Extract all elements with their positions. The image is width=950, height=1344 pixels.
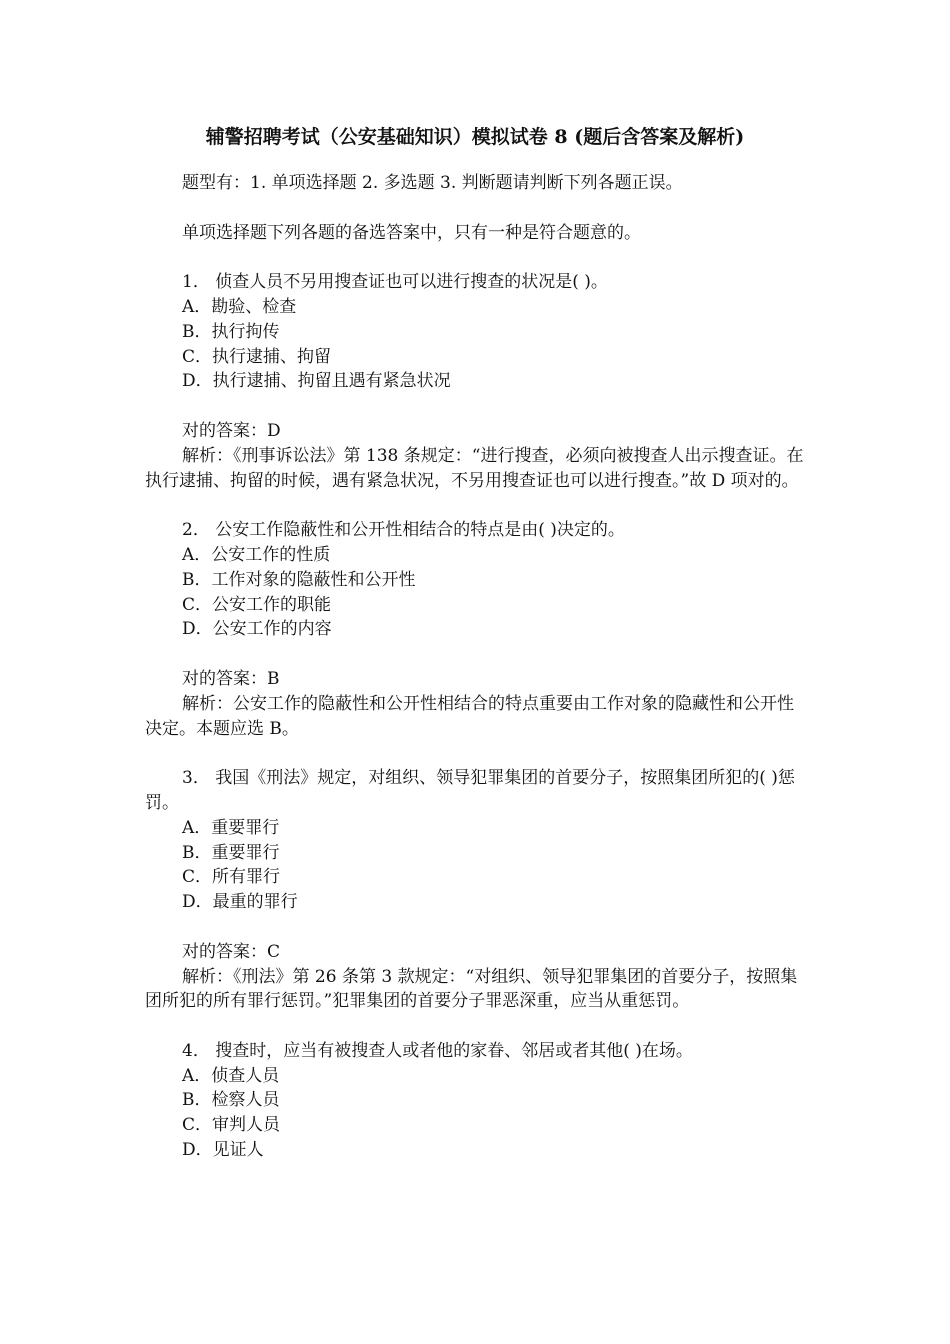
question-3-analysis: 解析：《刑法》第 26 条第 3 款规定：“对组织、领导犯罪集团的首要分子，按照集团所犯的所有罪行惩罚。”犯罪集团的首要分子罪恶深重，应当从重惩罚。	[145, 966, 798, 1012]
question-2-answer: 对的答案：B	[182, 668, 280, 689]
question-2-stem: 2． 公安工作隐蔽性和公开性相结合的特点是由( )决定的。	[182, 520, 625, 541]
document-title: 辅警招聘考试（公安基础知识）模拟试卷 8 (题后含答案及解析)	[205, 126, 745, 148]
question-3-stem: 3． 我国《刑法》规定，对组织、领导犯罪集团的首要分子，按照集团所犯的( )惩罚。	[145, 768, 795, 813]
question-4-option-b: B．检察人员	[182, 1090, 280, 1111]
question-4-option-a: A．侦查人员	[182, 1065, 280, 1086]
document-body	[145, 171, 810, 1163]
question-2-option-a: A．公安工作的性质	[182, 544, 331, 565]
question-3-option-b: B．重要罪行	[182, 842, 280, 863]
question-4-option-c: C．审判人员	[182, 1115, 281, 1136]
question-2-option-c: C．公安工作的职能	[182, 594, 332, 615]
question-3-option-a: A．重要罪行	[182, 817, 280, 838]
question-1-analysis: 解析：《刑事诉讼法》第 138 条规定：“进行搜查，必须向被搜查人出示搜查证。在执行逮捕、拘留的时候，遇有紧急状况，不另用搜查证也可以进行搜查。”故 D 项对的。	[145, 445, 804, 491]
question-1-option-d: D．执行逮捕、拘留且遇有紧急状况	[182, 371, 451, 392]
section-heading: 单项选择题下列各题的备选答案中，只有一种是符合题意的。	[182, 222, 641, 243]
question-2-analysis: 解析：公安工作的隐蔽性和公开性相结合的特点重要由工作对象的隐藏性和公开性决定。本题应选 B。	[145, 693, 794, 739]
question-1-option-a: A．勘验、检查	[182, 296, 297, 317]
question-1-option-c: C．执行逮捕、拘留	[182, 346, 332, 367]
question-3-option-d: D．最重的罪行	[182, 892, 298, 913]
question-2-option-d: D．公安工作的内容	[182, 619, 332, 640]
question-3-option-c: C．所有罪行	[182, 867, 281, 888]
question-1-stem: 1． 侦查人员不另用搜查证也可以进行搜查的状况是( )。	[182, 272, 608, 293]
question-types-intro: 题型有：1. 单项选择题 2. 多选题 3. 判断题请判断下列各题正误。	[182, 173, 683, 193]
question-1-answer: 对的答案：D	[182, 420, 281, 441]
question-4-option-d: D．见证人	[182, 1140, 264, 1161]
question-2-option-b: B．工作对象的隐蔽性和公开性	[182, 569, 416, 590]
question-3-answer: 对的答案：C	[182, 941, 281, 962]
question-1-option-b: B．执行拘传	[182, 321, 280, 342]
question-4-stem: 4． 搜查时，应当有被搜查人或者他的家眷、邻居或者其他( )在场。	[182, 1040, 693, 1061]
